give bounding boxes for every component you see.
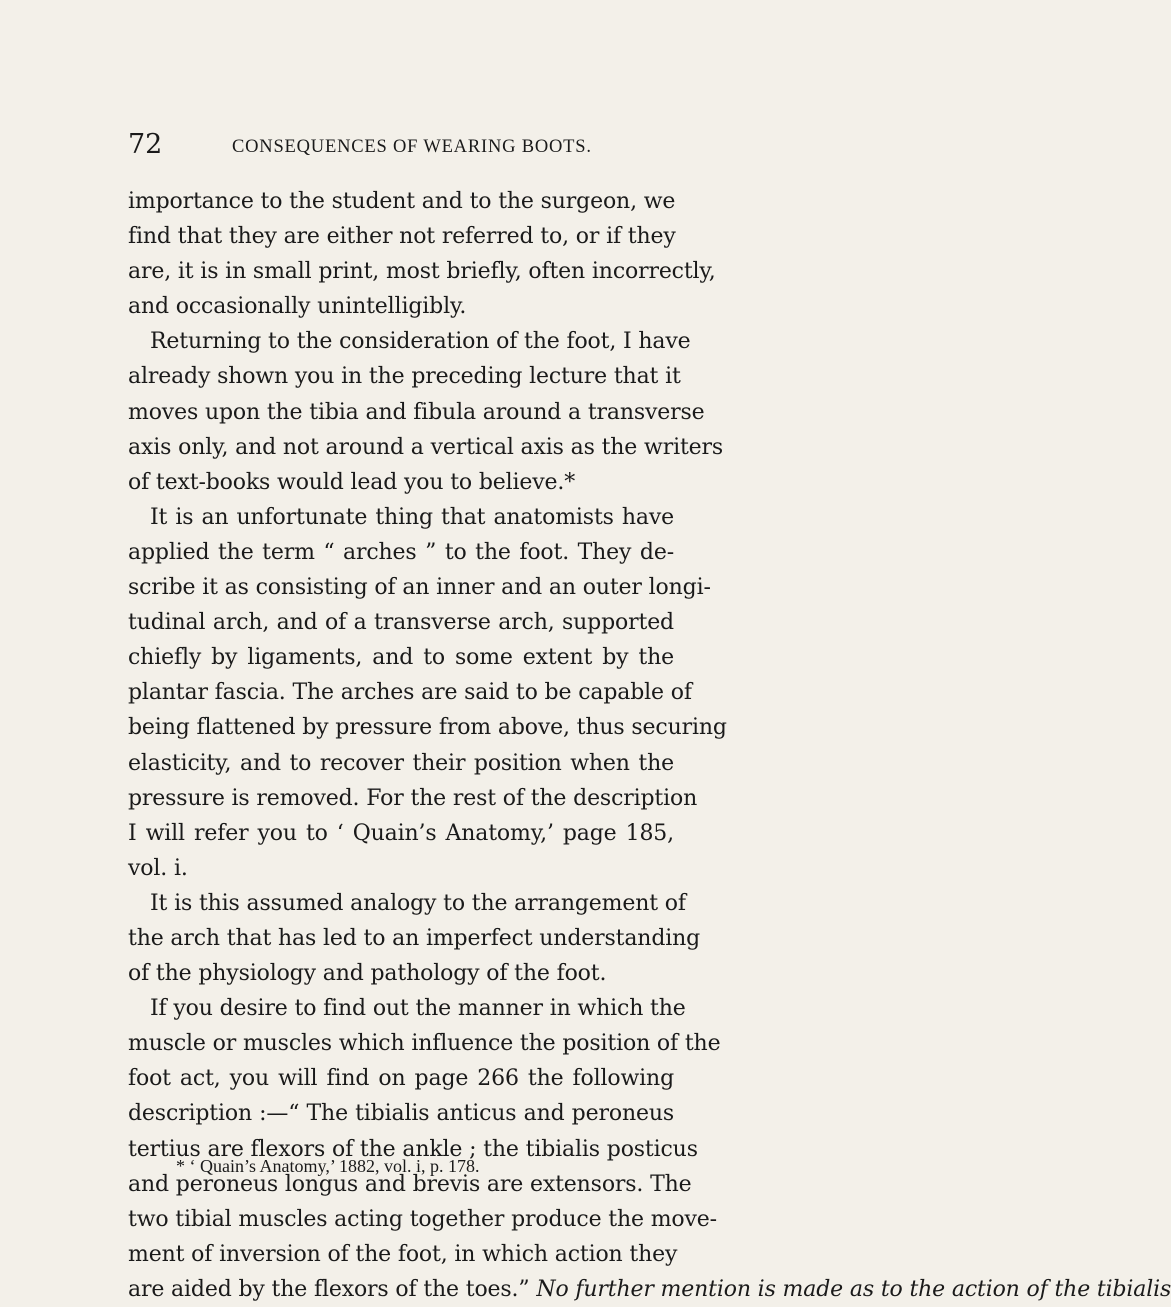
text-line: foot act, you will find on page 266 the following [128, 1066, 674, 1092]
text-line: moves upon the tibia and fibula around a transverse [128, 399, 705, 425]
text-line-mixed [128, 1272, 1171, 1307]
text-line: are, it is in small print, most briefly, often incorrectly, [128, 259, 716, 285]
text-line: Returning to the consideration of the foot, I have [150, 329, 691, 355]
running-title: CONSEQUENCES OF WEARING BOOTS. [232, 137, 592, 157]
text-line-roman: are aided by the flexors of the toes.” [128, 1276, 537, 1302]
text-line: two tibial muscles acting together produce the move- [128, 1206, 717, 1232]
text-line: axis only, and not around a vertical axis as the writers [128, 434, 724, 460]
text-line: It is this assumed analogy to the arrangement of [150, 890, 686, 916]
text-line: of text-books would lead you to believe.* [128, 469, 576, 495]
text-line: vol. i. [128, 855, 188, 881]
text-line-italic: No further mention is made as to the action of the tibialis [536, 1276, 1171, 1302]
footnote: * ‘ Quain’s Anatomy,’ 1882, vol. i, p. 178. [176, 1156, 480, 1176]
text-line: and occasionally unintelligibly. [128, 294, 467, 320]
body-text [128, 184, 1171, 1307]
text-line: ment of inversion of the foot, in which action they [128, 1241, 678, 1267]
text-line: pressure is removed. For the rest of the description [128, 785, 698, 811]
text-line: the arch that has led to an imperfect understanding [128, 925, 701, 951]
page-header [0, 130, 800, 164]
text-line: chiefly by ligaments, and to some extent by the [128, 645, 674, 671]
text-line: muscle or muscles which influence the position of the [128, 1031, 721, 1057]
text-line: importance to the student and to the surgeon, we [128, 189, 676, 214]
text-line: find that they are either not referred to, or if they [128, 224, 676, 250]
text-line: tertius are flexors of the ankle ; the tibialis posticus [128, 1136, 698, 1162]
text-line: already shown you in the preceding lecture that it [128, 364, 681, 390]
text-line: scribe it as consisting of an inner and an outer longi- [128, 575, 711, 601]
text-line: I will refer you to ‘ Quain’s Anatomy,’ page 185, [128, 820, 674, 846]
text-line: It is an unfortunate thing that anatomists have [150, 504, 674, 530]
text-line: tudinal arch, and of a transverse arch, supported [128, 610, 674, 636]
text-line: description :—“ The tibialis anticus and peroneus [128, 1101, 674, 1127]
page-number: 72 [128, 129, 163, 160]
text-line: plantar fascia. The arches are said to be capable of [128, 680, 692, 706]
text-line: elasticity, and to recover their position when the [128, 750, 674, 776]
text-line: applied the term “ arches ” to the foot. They de- [128, 539, 674, 565]
text-line: being flattened by pressure from above, thus securing [128, 715, 727, 741]
text-line: of the physiology and pathology of the foot. [128, 961, 607, 987]
text-line: If you desire to find out the manner in which the [150, 996, 686, 1022]
text-line: and peroneus longus and brevis are extensors. The [128, 1171, 692, 1197]
